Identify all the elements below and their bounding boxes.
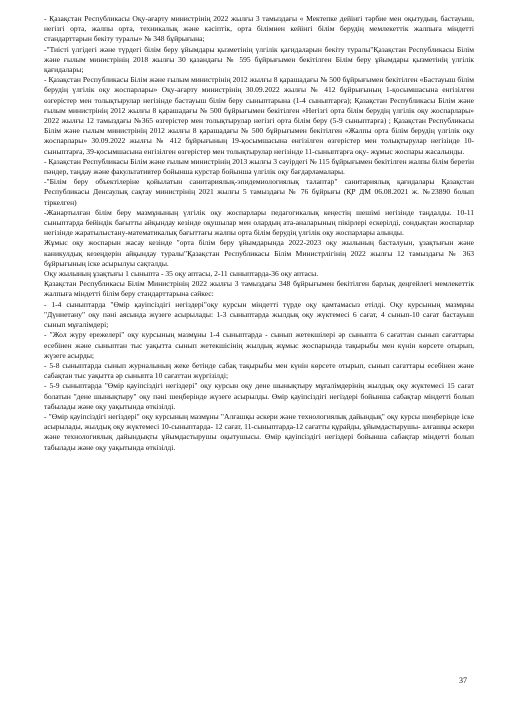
document-body <box>44 14 474 453</box>
paragraph-school-year: Оқу жылының ұзақтығы 1 сыныпта - 35 оқу аптасы, 2-11 сыныптарда-36 оқу аптасы. <box>44 269 319 279</box>
paragraph-traffic-rules: - "Жол жүру ережелері" оқу курсының мазмұны 1-4 сыныптарда - сынып жетекшілері әр сыныпта 6 сағаттан сынып сағаттары есебінен және сыныптан тыс уақытта сынып жетекшісінің жылдық жұмыс жоспарында тақырыбы мен күнін көрсете отырып, жүзеге асырды; <box>44 330 474 360</box>
paragraph-sanitary-rules: -"Білім беру объектілеріне қойылатын санитариялық-эпидемиологиялық талаптар" санитариялық қағидалары Қазақстан Республикасы Денсаулық сақтау министрінің 2021 жылғы 5 тамыздағы № 76 бұйрығы (ҚР ДМ 06.08.2021 ж. №23890 болып тіркелген) <box>44 177 474 207</box>
paragraph-life-safety-1-4: - 1-4 сыныптарда "Өмір қауіпсіздігі негіздері"оқу курсын міндетті түрде оқу қамтамасыз етілді. Оқу курсының мазмұны "Дүниетану" оқу пәні аясында жүзеге асырылады: 1-3 сыныптарда жылдық оқу жүктемесі 6 сағат, 4 сынып-10 сағат бастауыш сынып мұғалімдері; <box>44 299 474 330</box>
paragraph-military-training: - "Өмір қауіпсіздігі негіздері" оқу курсының мазмұны "Алғашқы әскери және технологиялық дайындық" оқу курсы шеңберінде іске асырылады, жылдық оқу жүктемесі 10-сыныптарда- 12 сағат, 11-сыныптарда-12 сағатты құрайды, ұйымдастырушы- алғашқы әскери және технологиялық дайындықты ұйымдастырушы оқытушысы. Өмір қауіпсіздігі негіздері бойынша сабақтар міндетті болып табылады және оқу уақытында өткізілді. <box>44 411 474 452</box>
paragraph-order-595: -"Тиісті үлгідегі және түрдегі білім беру ұйымдары қызметінің үлгілік қағидаларын бекіту туралы"Қазақстан Республикасы Білім және ғылым министрінің 2018 жылғы 30 қазандағы № 595 бұйрығымен бекітілген Білім беру ұйымдары қызметінің үлгілік қағидалары; <box>44 44 474 75</box>
paragraph-standards: Қазақстан Республикасы Білім Министрінің 2022 жылғы 3 тамыздағы 348 бұйрығымен бекітілген барлық деңгейлегі мемлекеттік жалпыға міндетті білім беру стандарттарына сәйкес: <box>44 279 474 299</box>
paragraph-grades-5-8: - 5-8 сыныптарда сынып журналының жеке бетінде сабақ тақырыбы мен күнін көрсете отырып, сынып сағаттары есебінен және сабақтан тыс уақытта әр сыныпта 10 сағаттан жүргізілді; <box>44 360 474 381</box>
paragraph-grades-5-9: - 5-9 сыныптарда "Өмір қауіпсіздігі негіздері" оқу курсын оқу дене шынықтыру мұғалімдерінің жылдық оқу жүктемесі 15 сағат болатын "дене шынықтыру" оқу пәні шеңберінде жүзеге асырылды. Өмір қауіпсіздігі негіздері бойынша сабақтар міндетті болып табылады және оқу уақытында өткізілді. <box>44 381 474 411</box>
page-number: 37 <box>459 676 467 685</box>
paragraph-order-348: - Қазақстан Республикасы Оқу-ағарту министрінің 2022 жылғы 3 тамыздағы « Мектепке дейінгі тәрбие мен оқытудың, бастауыш, негізгі орта, жалпы орта, техникалық және кәсіптік, орта білімнен кейінгі білім берудің мемлекеттік жалпыға міндетті стандарттарын бекіту туралы» № 348 бұйрығына; <box>44 14 474 44</box>
paragraph-order-500: - Қазақстан Республикасы Білім және ғылым министрінің 2012 жылғы 8 қарашадағы № 500 бұйрығымен бекітілген «Бастауыш білім берудің үлгілік оқу жоспарлары» Оқу-ағарту министрінің 30.09.2022 жылғы № 412 бұйрығының 1-қосымшасына енгізілген өзгерістер мен толықтырулар негізінде бастауыш білім беру сыныптарына (1-4 сыныптарға); Қазақстан Республикасы Білім және ғылым министрінің 2012 жылғы 8 қарашадағы № 500 бұйрығымен бекітілген «Негізгі орта білім берудің үлгілік оқу жоспарлары» 2022 жылғы 12 тамыздағы №365 өзгерістер мен толықтырулар негізгі орта білім беру (5-9 сыныптарға) ; Қазақстан Республикасы Білім және ғылым министрінің 2012 жылғы 8 қарашадағы № 500 бұйрығымен бекітілген «Жалпы орта білім берудің үлгілік оқу жоспарлары» 30.09.2022 жылғы № 412 бұйрығының 19-қосымшасына енгізілген өзгерістер мен толықтырулар негізінде 10-сыныптарға, 39-қосымшасына енгізілген өзгерістер мен толықтырулар негізінде 11-сыныптарға оқу- жұмыс жоспары жасалынды. <box>44 75 474 156</box>
paragraph-order-115: - Қазақстан Республикасы Білім және ғылым министрінің 2013 жылғы 3 сәуірдегі № 115 бұйрығымен бекітілген жалпы білім беретін пәндер, таңдау және факультативтер бойынша курстар бойынша үлгілік оқу бағдарламалары. <box>44 156 474 177</box>
paragraph-curriculum-choice: -Жанартылған білім беру мазмұнының үлгілік оқу жоспарлары педагогикалық кеңестің шешімі негізінде таңдалды. 10-11 сыныптарда бейіндік бағытты айқындау кезінде оқушылар мен олардың ата-аналарының пікірлері ескерілді, сондықтан жоспарлар негізінде жаратылыстану-математикалық бағыттағы жалпы орта білім берудің үлгілік оқу жоспарлары алынды. <box>44 207 474 238</box>
paragraph-order-363: Жұмыс оқу жоспарын жасау кезінде "орта білім беру ұйымдарында 2022-2023 оқу жылының басталуын, ұзақтығын және каникулдық кезеңдерін айқындау туралы"Қазақстан Республикасы Білім Министрлігінің 2022 жылғы 12 тамыздағы № 363 бұйрығының іске асырылуы сақталды. <box>44 238 474 268</box>
